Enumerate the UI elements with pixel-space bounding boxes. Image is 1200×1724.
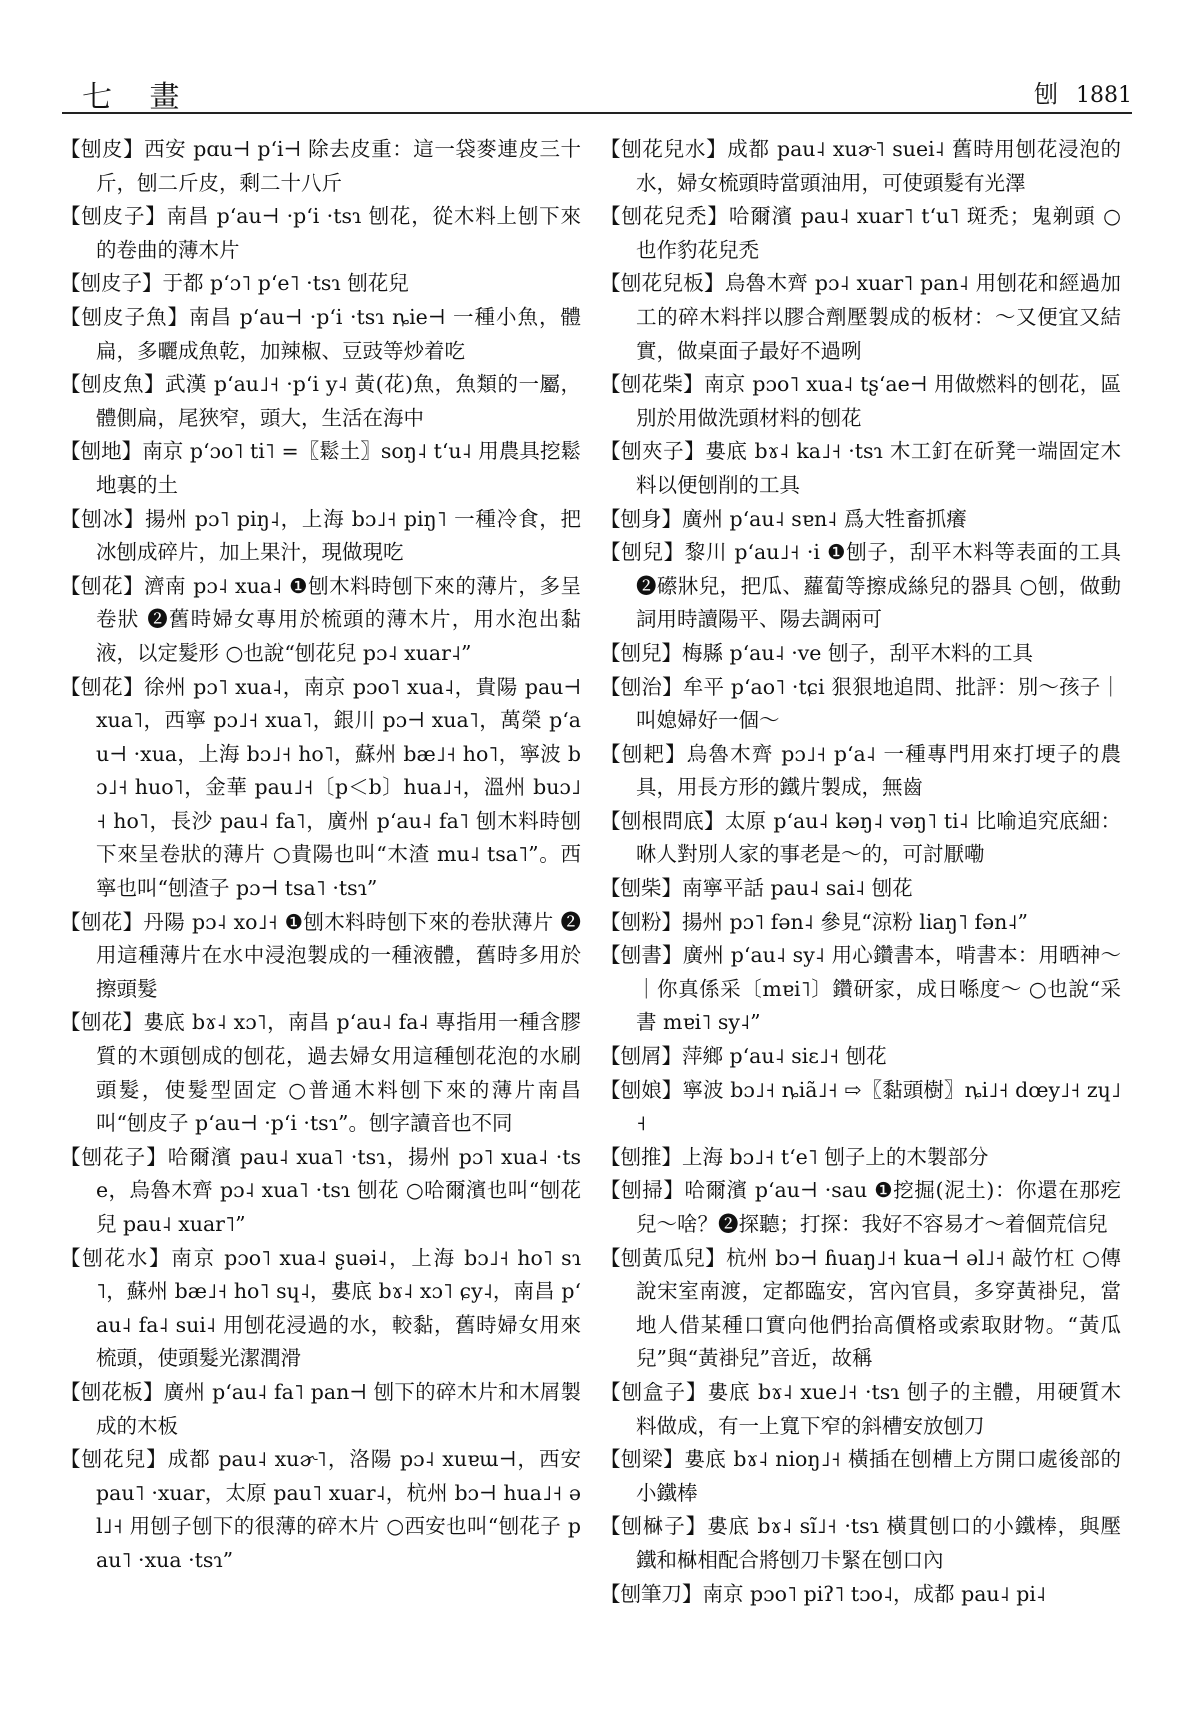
dictionary-entry: 【刨皮】西安 pɑu⊣ pʻi⊣ 除去皮重：這一袋麥連皮三十斤，刨二斤皮，剩二十八斤 (60, 137, 581, 195)
dictionary-entry: 【刨黃瓜兒】杭州 bɔ⊣ ɦuaŋ˩˧ kua⊣ əl˩˧ 敲竹杠 ○傳說宋室南渡，定都臨安，宮內官員，多穿黃褂兒，當地人借某種口實向他們抬高價格或索取財物。“黃瓜兒”與“黃褂兒”音近，故稱 (600, 1245, 1121, 1371)
left-column (60, 133, 581, 1578)
dictionary-entry: 【刨盒子】婁底 bɤ˨ xue˩˧ ·tsɿ 刨子的主體，用硬質木料做成，有一上寬下窄的斜槽安放刨刀 (600, 1379, 1121, 1438)
dictionary-entry: 【刨花】濟南 pɔ˨ xua˨ ❶刨木料時刨下來的薄片，多呈卷狀 ❷舊時婦女專用於梳頭的薄木片，用水泡出黏液，以定髮形 ○也說“刨花兒 pɔ˨ xuar˨” (60, 573, 581, 665)
dictionary-entry: 【刨梁】婁底 bɤ˨ nioŋ˩˧ 橫插在刨槽上方開口處後部的小鐵棒 (600, 1447, 1121, 1505)
dictionary-entry: 【刨皮子】于都 pʻɔ˥ pʻe˥ ·tsɿ 刨花兒 (60, 271, 409, 296)
running-head (1034, 74, 1132, 109)
header-rule (62, 112, 1132, 114)
dictionary-entry: 【刨皮子】南昌 pʻau⊣ ·pʻi ·tsɿ 刨花，從木料上刨下來的卷曲的薄木片 (60, 204, 581, 262)
dictionary-entry: 【刨推】上海 bɔ˩˧ tʻe˥ 刨子上的木製部分 (600, 1144, 989, 1169)
dictionary-entry: 【刨花】丹陽 pɔ˨ xo˩˧ ❶刨木料時刨下來的卷狀薄片 ❷用這種薄片在水中浸泡製成的一種液體，舊時多用於擦頭髮 (60, 909, 581, 1001)
dictionary-entry: 【刨地】南京 pʻɔo˥ ti˥ =〖鬆土〗soŋ˨ tʻu˨ 用農具挖鬆地裏的土 (60, 439, 581, 497)
dictionary-entry: 【刨皮子魚】南昌 pʻau⊣ ·pʻi ·tsɿ ȵie⊣ 一種小魚，體扁，多曬成魚乾，加辣椒、豆豉等炒着吃 (60, 304, 581, 363)
dictionary-entry: 【刨花板】廣州 pʻau˨ fa˥ pan⊣ 刨下的碎木片和木屑製成的木板 (60, 1379, 581, 1438)
dictionary-entry: 【刨柴】南寧平話 pau˨ sai˨ 刨花 (600, 876, 913, 901)
dictionary-entry: 【刨花水】南京 pɔo˥ xua˨ ʂuəi˨，上海 bɔ˩˧ ho˥ sɿ˥，蘇州 bæ˩˧ ho˥ sɥ˨，婁底 bɤ˨ xɔ˥ ɕy˨，南昌 pʻau˨ fa˨ sui˨ 用刨花浸過的水，較黏，舊時婦女用來梳頭，使頭髮光潔潤滑 (60, 1245, 581, 1371)
dictionary-entry: 【刨屑】萍鄉 pʻau˨ siɛ˩˧ 刨花 (600, 1044, 887, 1069)
dictionary-entry: 【刨㮟子】婁底 bɤ˨ sĩ˩˧ ·tsɿ 橫貫刨口的小鐵棒，與壓鐵和㮟相配合將刨刀卡緊在刨口內 (600, 1514, 1121, 1572)
head-character: 刨 (1034, 80, 1058, 108)
section-heading: 七 畫 (82, 80, 194, 115)
dictionary-entry: 【刨花】婁底 bɤ˨ xɔ˥，南昌 pʻau˨ fa˨ 專指用一種含膠質的木頭刨成的刨花，過去婦女用這種刨花泡的水刷頭髮，使髮型固定 ○普通木料刨下來的薄片南昌叫“刨皮子 pʻau⊣ ·pʻi ·tsɿ”。刨字讀音也不同 (60, 1010, 581, 1136)
dictionary-entry: 【刨書】廣州 pʻau˨ sy˨ 用心鑽書本，啃書本：用晒神～｜你真係采〔mɐi˥〕鑽研家，成日喺度～ ○也說“采書 mɐi˥ sy˨” (600, 943, 1121, 1035)
dictionary-entry: 【刨耙】烏魯木齊 pɔ˩˧ pʻa˨ 一種專門用來打埂子的農具，用長方形的鐵片製成，無齒 (600, 741, 1121, 800)
dictionary-entry: 【刨粉】揚州 pɔ˥ fən˨ 參見“涼粉 liaŋ˥ fən˨” (600, 909, 1028, 934)
dictionary-entry: 【刨花】徐州 pɔ˥ xua˨，南京 pɔo˥ xua˨，貴陽 pau⊣ xua˥，西寧 pɔ˩˧ xua˥，銀川 pɔ⊣ xua˥，萬榮 pʻau⊣ ·xua，上海 bɔ˩˧ ho˥，蘇州 bæ˩˧ ho˥，寧波 bɔ˩˧ huo˥，金華 pau˩˧〔p＜b〕hua˩˧，溫州 buɔ˩˧ ho˥，長沙 pau˨ fa˥，廣州 pʻau˨ fa˥ 刨木料時刨下來呈卷狀的薄片 ○貴陽也叫“木渣 mu˨ tsa˥”。西寧也叫“刨渣子 pɔ⊣ tsa˥ ·tsɿ” (60, 674, 581, 901)
dictionary-entry: 【刨夾子】婁底 bɤ˨ ka˩˧ ·tsɿ 木工釘在斫凳一端固定木料以便刨削的工具 (600, 439, 1121, 497)
page-number: 1881 (1076, 83, 1132, 108)
dictionary-entry: 【刨筆刀】南京 pɔo˥ piʔ˥ tɔo˨，成都 pau˨ pi˨ (600, 1581, 1047, 1606)
dictionary-entry: 【刨花兒水】成都 pau˨ xuɚ˥ suei˨ 舊時用刨花浸泡的水，婦女梳頭時當頭油用，可使頭髮有光澤 (600, 137, 1121, 195)
dictionary-entry: 【刨治】牟平 pʻao˥ ·tɕi 狠狠地追問、批評：別～孩子｜叫媳婦好一個～ (600, 674, 1121, 733)
dictionary-entry: 【刨花柴】南京 pɔo˥ xua˨ tʂʻae⊣ 用做燃料的刨花，區別於用做洗頭材料的刨花 (600, 372, 1121, 430)
dictionary-entry: 【刨花兒】成都 pau˨ xuɚ˥，洛陽 pɔ˨ xuɐɯ⊣，西安 pau˥ ·xuar，太原 pau˥ xuar˨，杭州 bɔ⊣ hua˩˧ əl˩˧ 用刨子刨下的很薄的碎木片 ○西安也叫“刨花子 pau˥ ·xua ·tsɿ” (60, 1447, 581, 1572)
dictionary-entry: 【刨根問底】太原 pʻau˨ kəŋ˨ vəŋ˥ ti˨ 比喻追究底細：咻人對別人家的事老是～的，可討厭嘞 (600, 808, 1121, 867)
dictionary-entry: 【刨皮魚】武漢 pʻau˩˧ ·pʻi y˨ 黃(花)魚，魚類的一屬，體側扁，尾狹窄，頭大，生活在海中 (60, 372, 581, 430)
dictionary-entry: 【刨花兒禿】哈爾濱 pau˨ xuar˥ tʻu˥ 斑禿；鬼剃頭 ○也作豹花兒禿 (600, 204, 1121, 262)
dictionary-entry: 【刨冰】揚州 pɔ˥ piŋ˨，上海 bɔ˩˧ piŋ˥ 一種冷食，把冰刨成碎片，加上果汁，現做現吃 (60, 506, 581, 565)
dictionary-entry: 【刨花子】哈爾濱 pau˨ xua˥ ·tsɿ，揚州 pɔ˥ xua˨ ·tse，烏魯木齊 pɔ˨ xua˥ ·tsɿ 刨花 ○哈爾濱也叫“刨花兒 pau˨ xuar˥” (60, 1144, 581, 1236)
dictionary-entry: 【刨掃】哈爾濱 pʻau⊣ ·sau ❶挖掘(泥土)：你還在那疙兒～啥？❷探聽；打探：我好不容易才～着個荒信兒 (600, 1178, 1121, 1236)
dictionary-entry: 【刨兒】梅縣 pʻau˨ ·ve 刨子，刮平木料的工具 (600, 640, 1033, 665)
dictionary-entry: 【刨兒】黎川 pʻau˩˧ ·i ❶刨子，刮平木料等表面的工具 ❷礤牀兒，把瓜、蘿蔔等擦成絲兒的器具 ○刨，做動詞用時讀陽平、陽去調兩可 (600, 540, 1121, 632)
dictionary-entry: 【刨娘】寧波 bɔ˩˧ ȵiã˩˧ ⇨〖黏頭樹〗ȵi˩˧ dœy˩˧ zɥ˩˧ (600, 1077, 1121, 1136)
dictionary-entry: 【刨花兒板】烏魯木齊 pɔ˨ xuar˥ pan˨ 用刨花和經過加工的碎木料拌以膠合劑壓製成的板材：～又便宜又結實，做桌面子最好不過咧 (600, 271, 1121, 363)
dictionary-entry: 【刨身】廣州 pʻau˨ sɐn˨ 爲大牲畜抓癢 (600, 506, 967, 531)
right-column (600, 133, 1121, 1611)
page-header (62, 72, 1132, 115)
